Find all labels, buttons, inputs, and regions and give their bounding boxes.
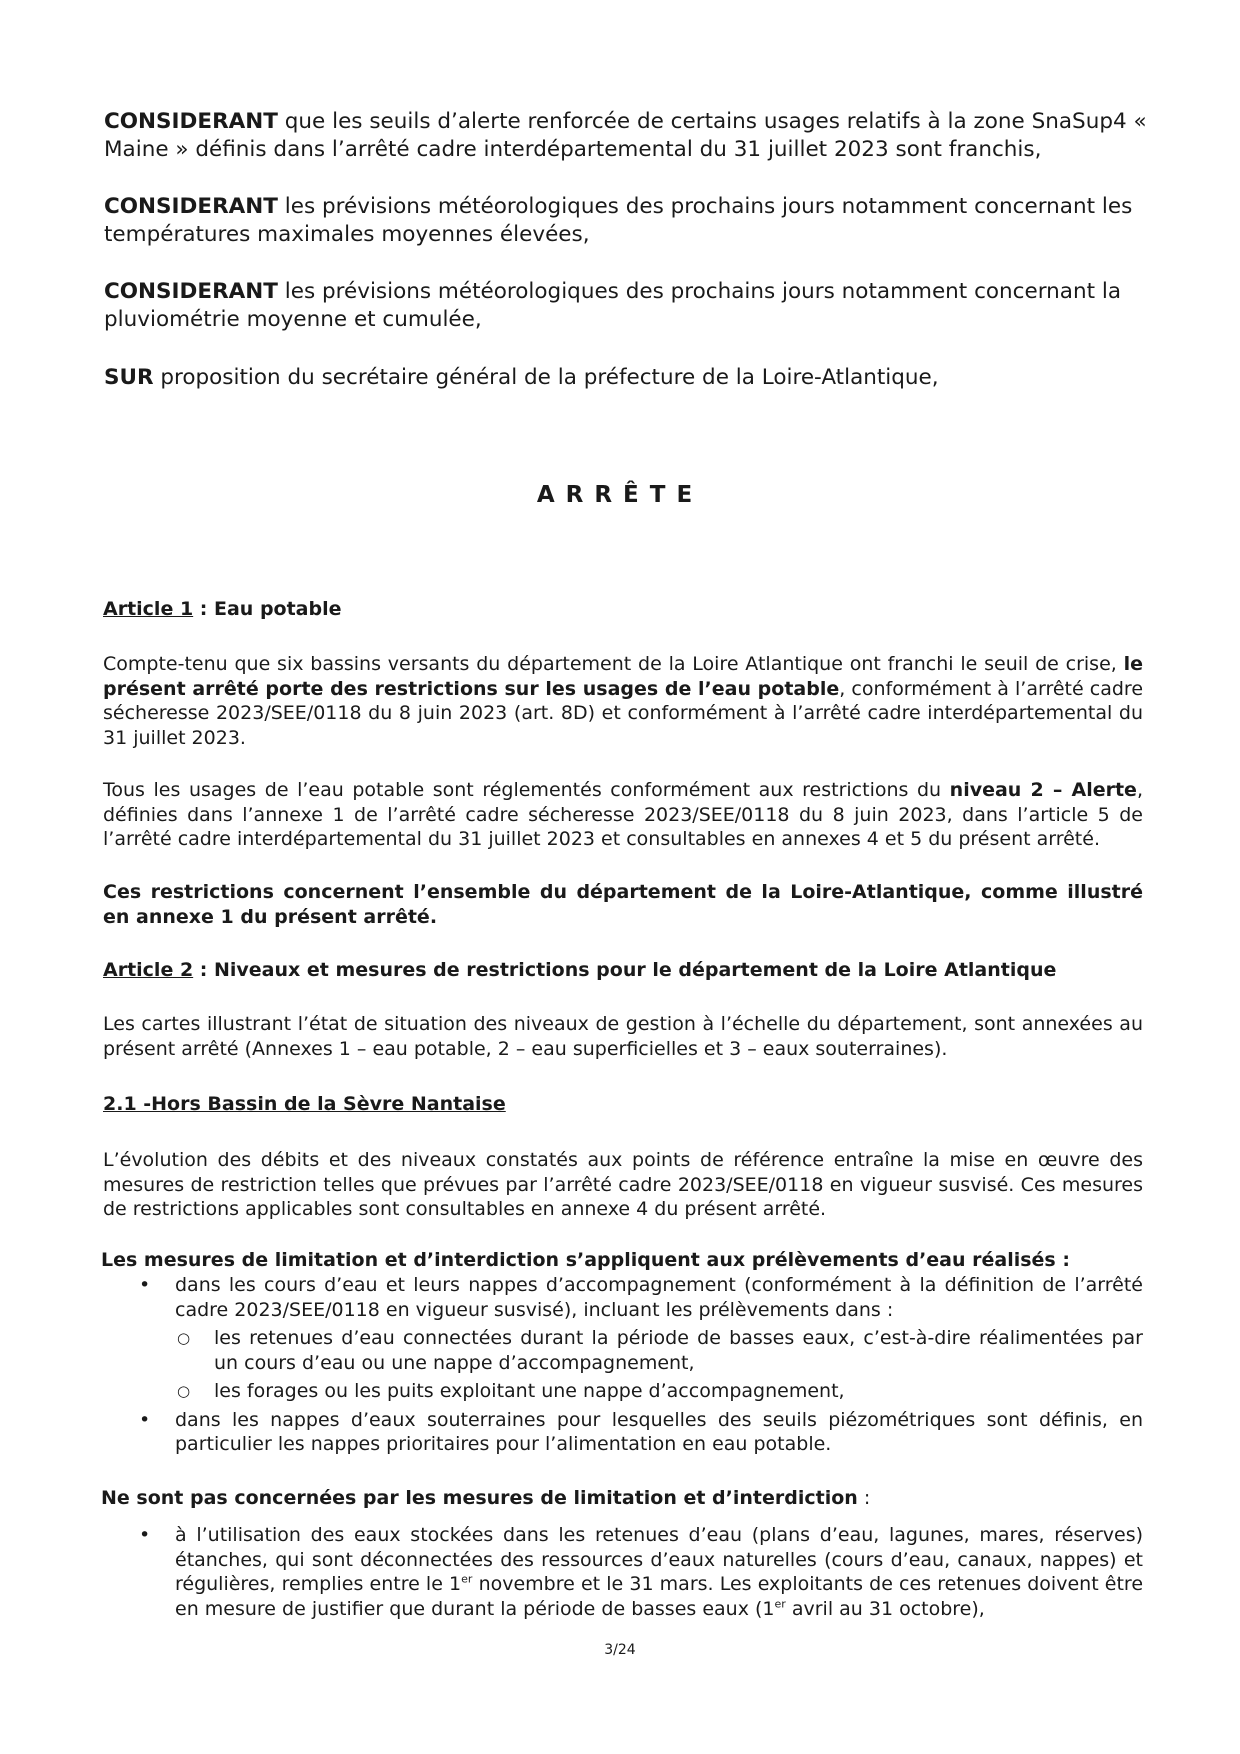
sur-keyword: SUR (104, 365, 154, 390)
page-number: 3/24 (604, 1642, 636, 1658)
circle-bullet-icon: ○ (177, 1329, 191, 1347)
considerant-text: les prévisions météorologiques des prochains jours notamment concernant les températures maximales moyennes élevées, (104, 194, 1133, 247)
article-1-heading (103, 597, 1155, 621)
bullet-icon: • (139, 1524, 151, 1546)
list-item-text: à l’utilisation des eaux stockées dans les retenues d’eau (plans d’eau, lagunes, mares, réserves) étanches, qui sont déconnectées des ressources d’eaux naturelles (cours d’eau, canaux, nappes) et régulières, remplies entre le 1 (175, 1524, 1143, 1595)
superscript: er (774, 1597, 786, 1611)
list-item-text: avril au 31 octobre), (785, 1597, 985, 1620)
article-2-label: Article 2 (103, 959, 194, 981)
section-2-1-paragraph-1: L’évolution des débits et des niveaux constatés aux points de référence entraîne la mise en œuvre des mesures de restriction telles que prévues par l’arrêté cadre 2023/SEE/0118 en vigueur susvisé. Ces mesures de restrictions applicables sont consultables en annexe 4 du présent arrêté. (103, 1149, 1143, 1220)
article-1-label: Article 1 (103, 598, 194, 620)
article-1-paragraph-3: Ces restrictions concernent l’ensemble du département de la Loire-Atlantique, comme illustré en annexe 1 du présent arrêté. (103, 881, 1143, 928)
text-run: Compte-tenu que six bassins versants du département de la Loire Atlantique ont franchi le seuil de crise, (103, 653, 1124, 675)
text-run: , conformément à l’arrêté cadre sécheresse 2023/SEE/0118 du 8 juin 2023 (art. 8D) et conformément à l’arrêté cadre interdépartemental du 31 juillet 2023. (103, 677, 1144, 749)
list-item (103, 1523, 1143, 1621)
article-2-heading (103, 958, 1155, 982)
bullet-icon: • (139, 1274, 151, 1296)
exemption-list (103, 1523, 1143, 1621)
sur-text: proposition du secrétaire général de la préfecture de la Loire-Atlantique, (153, 365, 939, 390)
considerant-1 (104, 108, 1156, 164)
list-item-text: novembre et le 31 mars. Les exploitants de ces retenues doivent être en mesure de justifier que durant la période de basses eaux (1 (175, 1573, 1144, 1620)
text-run-bold: niveau 2 – Alerte (949, 779, 1137, 801)
list-item (103, 1273, 1143, 1404)
text-run: Tous les usages de l’eau potable sont réglementés conformément aux restrictions du (103, 779, 950, 801)
sub-list-item (175, 1326, 1143, 1375)
sur-proposition (104, 364, 1156, 392)
considerant-text: que les seuils d’alerte renforcée de certains usages relatifs à la zone SnaSup4 « Maine » définis dans l’arrêté cadre interdépartemental du 31 juillet 2023 sont franchis, (104, 109, 1147, 162)
bullet-icon: • (139, 1408, 151, 1431)
considerant-3 (104, 278, 1156, 334)
article-2-paragraph-1: Les cartes illustrant l’état de situation des niveaux de gestion à l’échelle du département, sont annexées au présent arrêté (Annexes 1 – eau potable, 2 – eau superficielles et 3 – eaux souterraines). (103, 1013, 1143, 1060)
section-2-1-title: 2.1 -Hors Bassin de la Sèvre Nantaise (103, 1093, 506, 1115)
exemption-heading-text: Ne sont pas concernées par les mesures de limitation et d’interdiction (101, 1487, 858, 1509)
circle-bullet-icon: ○ (177, 1382, 191, 1400)
limitation-list (103, 1273, 1143, 1457)
superscript: er (461, 1572, 473, 1586)
list-item-text: dans les cours d’eau et leurs nappes d’accompagnement (conformément à la définition de l’arrêté cadre 2023/SEE/0118 en vigueur susvisé), incluant les prélèvements dans : (175, 1274, 1143, 1321)
text-run-bold: le présent arrêté porte des restrictions sur les usages de l’eau potable (103, 653, 1143, 700)
limitation-heading: Les mesures de limitation et d’interdiction s’appliquent aux prélèvements d’eau réalisés : (101, 1249, 1070, 1271)
article-2-title: : Niveaux et mesures de restrictions pour le département de la Loire Atlantique (193, 959, 1057, 981)
sub-list-item-text: les retenues d’eau connectées durant la période de basses eaux, c’est-à-dire réalimentées par un cours d’eau ou une nappe d’accompagnement, (214, 1327, 1143, 1374)
sub-list-item (175, 1379, 1143, 1404)
decree-title: ARRÊTE (536, 482, 704, 508)
article-1-paragraph-1 (103, 652, 1143, 750)
exemption-heading-colon: : (857, 1487, 871, 1509)
considerant-keyword: CONSIDERANT (104, 279, 278, 304)
list-item-text: dans les nappes d’eaux souterraines pour lesquelles des seuils piézométriques sont définis, en particulier les nappes prioritaires pour l’alimentation en eau potable. (175, 1408, 1143, 1455)
considerant-2 (104, 193, 1156, 249)
article-1-title: : Eau potable (193, 598, 342, 620)
text-run: , définies dans l’annexe 1 de l’arrêté cadre sécheresse 2023/SEE/0118 du 8 juin 2023, dans l’article 5 de l’arrêté cadre interdépartemental du 31 juillet 2023 et consultables en annexes 4 et 5 du présent arrêté. (103, 779, 1143, 850)
exemption-heading (101, 1486, 1151, 1510)
sub-list-item-text: les forages ou les puits exploitant une nappe d’accompagnement, (214, 1380, 845, 1402)
section-2-1-heading (103, 1092, 1155, 1116)
considerant-keyword: CONSIDERANT (104, 109, 278, 134)
article-1-paragraph-2 (103, 778, 1143, 852)
considerant-keyword: CONSIDERANT (104, 194, 278, 219)
considerant-text: les prévisions météorologiques des prochains jours notamment concernant la pluviométrie moyenne et cumulée, (104, 279, 1122, 332)
list-item (103, 1408, 1143, 1457)
